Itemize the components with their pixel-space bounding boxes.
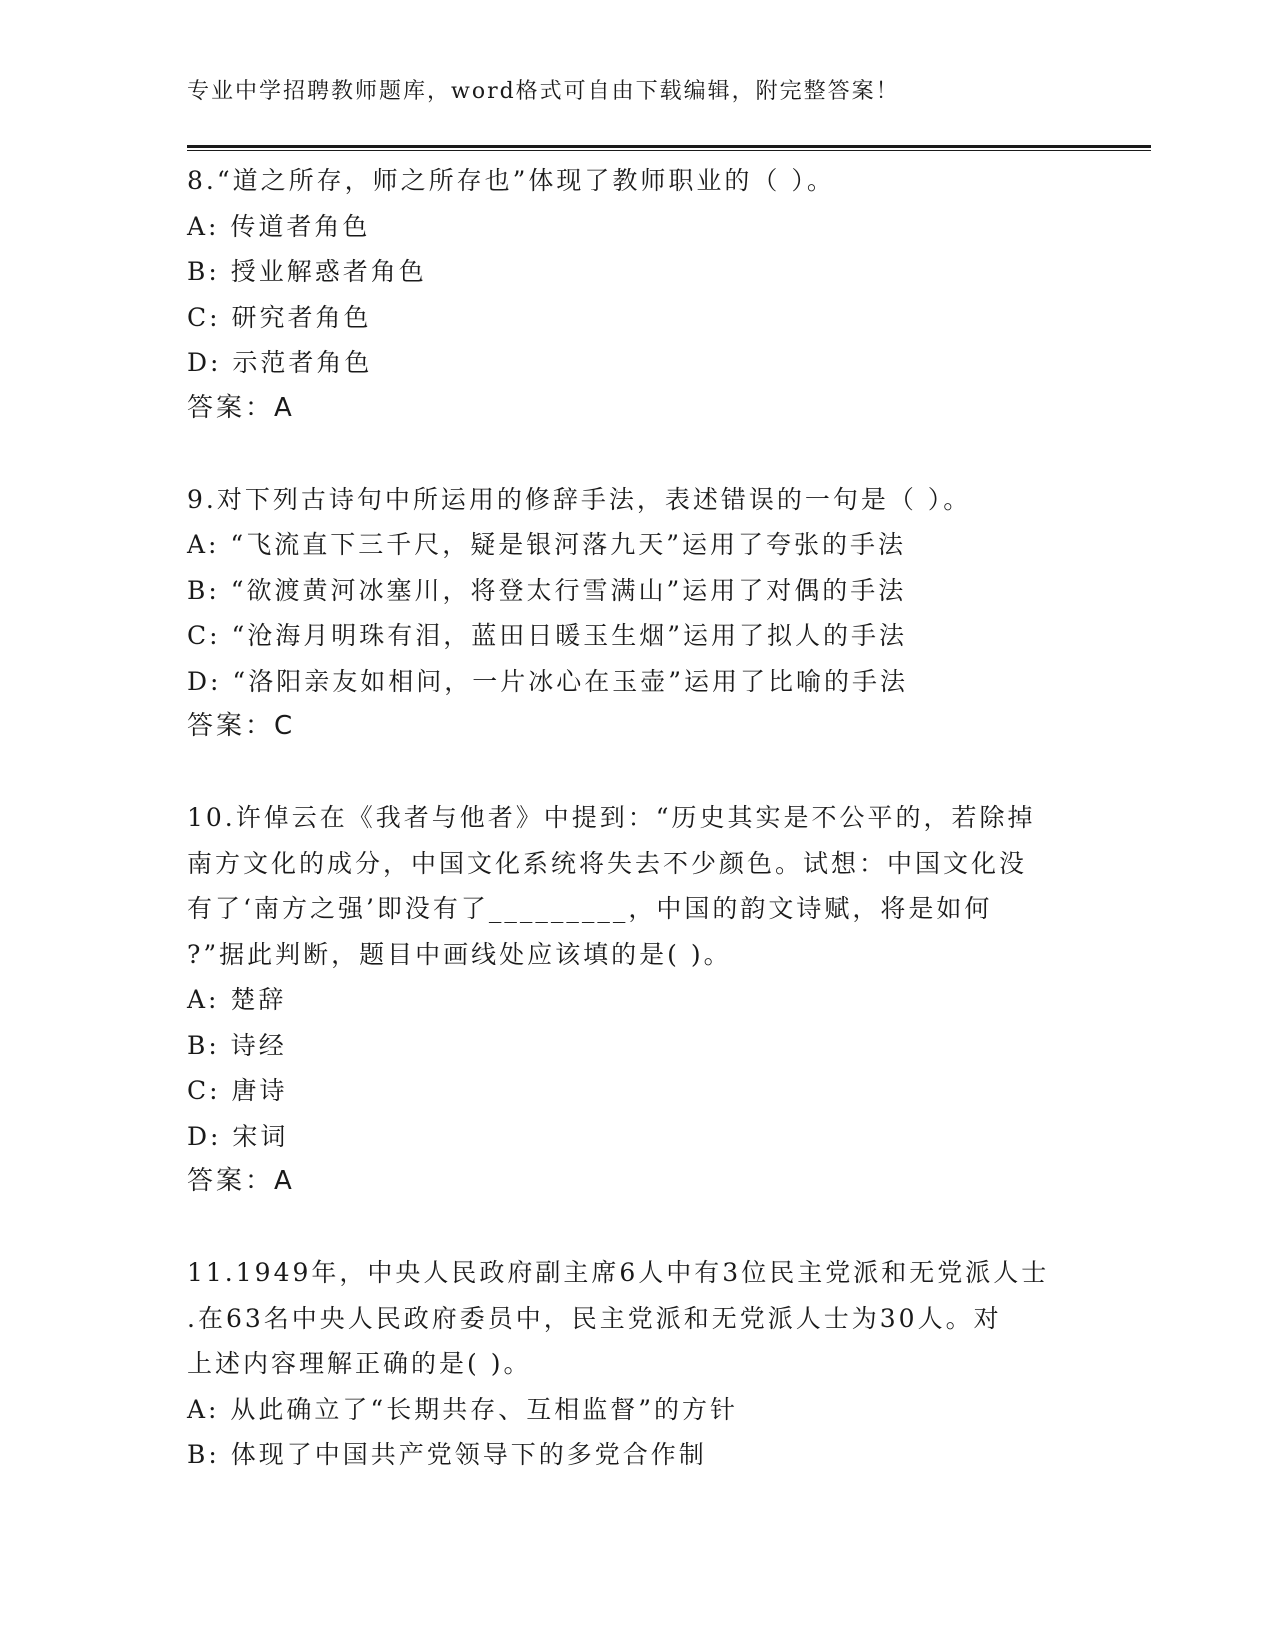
question-list xyxy=(187,158,1087,1478)
option-a: A: 传道者角色 xyxy=(187,211,371,241)
answer-line: 答案：C xyxy=(187,711,296,741)
page-header: 专业中学招聘教师题库，word格式可自由下载编辑，附完整答案！ xyxy=(187,79,900,104)
option-b: B: “欲渡黄河冰塞川，将登太行雪满山”运用了对偶的手法 xyxy=(187,575,907,605)
option-c: C: 研究者角色 xyxy=(187,302,372,332)
option-c: C: 唐诗 xyxy=(187,1076,288,1105)
answer-line: 答案：A xyxy=(187,1166,295,1196)
header-divider-thick xyxy=(187,145,1151,148)
question-block xyxy=(187,477,1087,750)
option-c: C: “沧海月明珠有泪，蓝田日暖玉生烟”运用了拟人的手法 xyxy=(187,621,908,650)
option-d: D: 宋词 xyxy=(187,1121,289,1151)
question-stem-line-2: 南方文化的成分，中国文化系统将失去不少颜色。试想：中国文化没 xyxy=(187,848,1028,878)
question-stem-line-4: ?”据此判断，题目中画线处应该填的是( )。 xyxy=(187,939,732,969)
question-stem-line-3: 有了‘南方之强’即没有了_________，中国的韵文诗赋，将是如何 xyxy=(187,894,993,923)
question-stem-line-1: 11.1949年，中央人民政府副主席6人中有3位民主党派和无党派人士 xyxy=(187,1258,1050,1287)
option-b: B: 诗经 xyxy=(187,1030,287,1060)
question-block xyxy=(187,158,1087,431)
question-stem-line-1: 10.许倬云在《我者与他者》中提到：“历史其实是不公平的，若除掉 xyxy=(187,803,1036,832)
option-a: A: 楚辞 xyxy=(187,985,287,1014)
question-gap xyxy=(187,1205,1087,1251)
question-gap xyxy=(187,431,1087,477)
option-a: A: 从此确立了“长期共存、互相监督”的方针 xyxy=(187,1394,738,1424)
header-divider xyxy=(187,145,1151,152)
question-block xyxy=(187,795,1087,1205)
option-a: A: “飞流直下三千尺，疑是银河落九天”运用了夸张的手法 xyxy=(187,530,906,559)
question-stem: 8.“道之所存，师之所存也”体现了教师职业的（ ）。 xyxy=(187,166,835,195)
option-d: D: 示范者角色 xyxy=(187,348,373,377)
question-block xyxy=(187,1250,1087,1478)
option-b: B: 授业解惑者角色 xyxy=(187,257,427,286)
question-stem: 9.对下列古诗句中所运用的修辞手法，表述错误的一句是（ ）。 xyxy=(187,484,972,514)
header-divider-thin xyxy=(187,150,1151,151)
question-stem-line-3: 上述内容理解正确的是( )。 xyxy=(187,1349,532,1378)
question-stem-line-2: .在63名中央人民政府委员中，民主党派和无党派人士为30人。对 xyxy=(187,1303,1002,1333)
option-d: D: “洛阳亲友如相问，一片冰心在玉壶”运用了比喻的手法 xyxy=(187,666,908,696)
answer-line: 答案：A xyxy=(187,392,295,423)
question-gap xyxy=(187,750,1087,796)
option-b: B: 体现了中国共产党领导下的多党合作制 xyxy=(187,1440,707,1469)
